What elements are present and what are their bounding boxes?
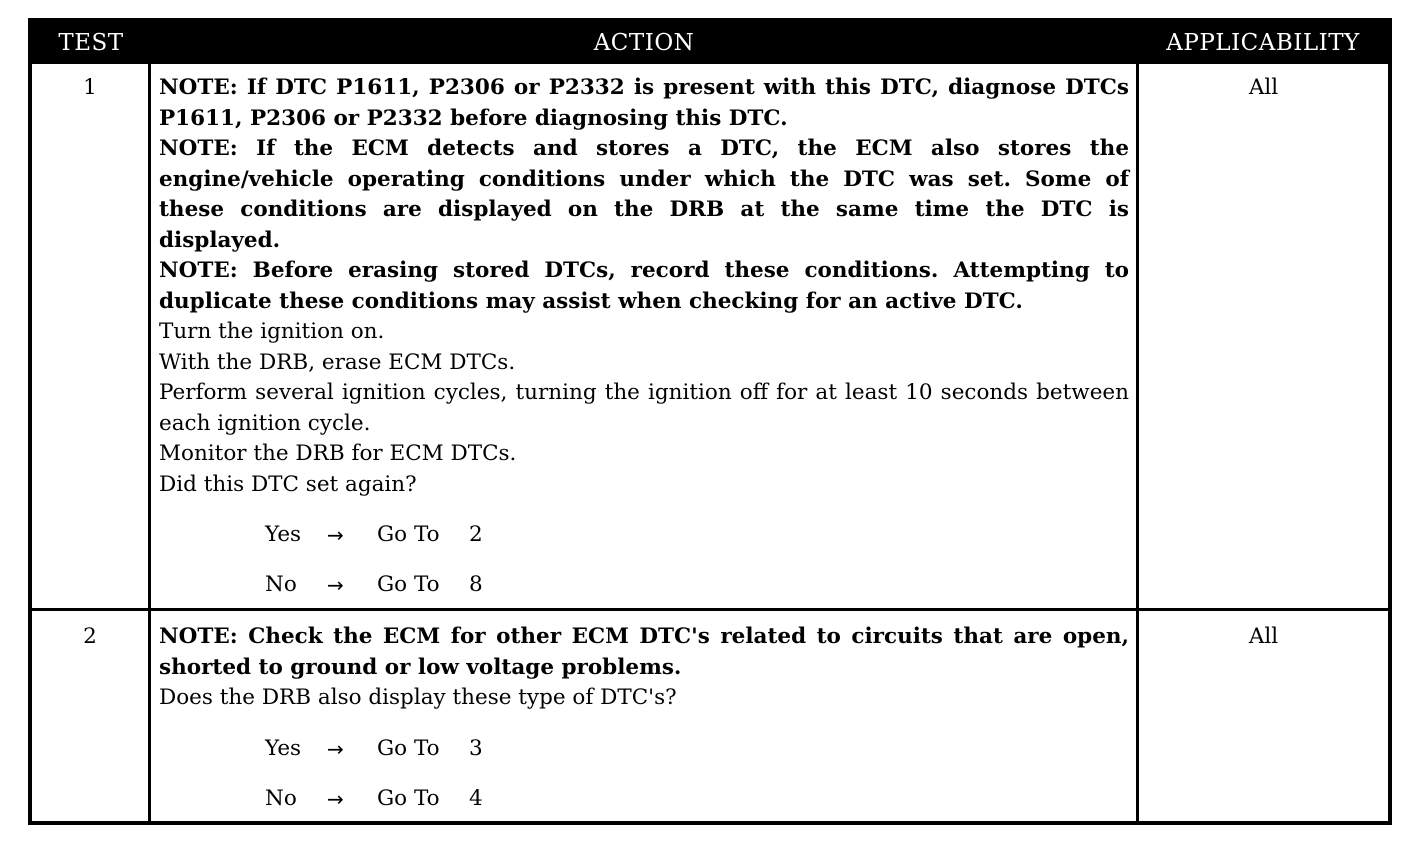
question-text: Did this DTC set again?	[159, 471, 417, 497]
header-test: TEST	[58, 30, 124, 56]
choice-yes	[159, 734, 1129, 784]
table-header	[32, 22, 1388, 64]
choice-yes	[159, 520, 1129, 570]
column-divider	[148, 64, 151, 825]
choice-answer: No	[265, 785, 297, 811]
test-number: 2	[83, 624, 97, 649]
note-text: NOTE: Before erasing stored DTCs, record these conditions. Attempting to duplicate these conditions may assist when checking for an active DTC.	[159, 258, 1129, 314]
header-applicability: APPLICABILITY	[1166, 30, 1360, 56]
diagnostic-table	[28, 18, 1392, 825]
answer-choices	[159, 734, 1129, 834]
choice-no	[159, 570, 1129, 620]
note-text: NOTE: If DTC P1611, P2306 or P2332 is present with this DTC, diagnose DTCs P1611, P2306 or P2332 before diagnosing this DTC.	[159, 75, 1129, 131]
goto-step-link[interactable]: 8	[469, 572, 483, 597]
step-text: Monitor the DRB for ECM DTCs.	[159, 441, 517, 466]
goto-step-link[interactable]: 2	[469, 522, 483, 547]
applicability-value: All	[1248, 624, 1279, 649]
choice-no	[159, 784, 1129, 834]
question-text: Does the DRB also display these type of DTC's?	[159, 685, 677, 710]
right-arrow-icon: →	[327, 523, 344, 547]
choice-answer: Yes	[265, 522, 302, 547]
right-arrow-icon: →	[327, 573, 344, 597]
goto-step-link[interactable]: 3	[469, 735, 483, 761]
note-text: NOTE: Check the ECM for other ECM DTC's related to circuits that are open, shorted to ground or low voltage problems.	[159, 624, 1129, 680]
note-text: NOTE: If the ECM detects and stores a DTC, the ECM also stores the engine/vehicle operating conditions under which the DTC was set. Some of these conditions are displayed on the DRB at the same time the DTC is displayed.	[159, 136, 1129, 253]
goto-label: Go To	[377, 572, 440, 597]
goto-step-link[interactable]: 4	[469, 785, 483, 811]
action-cell	[159, 73, 1129, 620]
applicability-value: All	[1248, 75, 1279, 100]
choice-answer: Yes	[265, 735, 302, 761]
goto-label: Go To	[377, 785, 440, 811]
step-text: Perform several ignition cycles, turning the ignition off for at least 10 seconds between each ignition cycle.	[159, 380, 1129, 436]
step-text: With the DRB, erase ECM DTCs.	[159, 349, 516, 375]
column-divider	[1136, 64, 1139, 825]
goto-label: Go To	[377, 522, 440, 547]
header-action: ACTION	[593, 30, 695, 56]
choice-answer: No	[265, 572, 297, 597]
right-arrow-icon: →	[327, 786, 344, 811]
step-text: Turn the ignition on.	[159, 319, 385, 344]
answer-choices	[159, 520, 1129, 620]
test-number: 1	[83, 75, 97, 100]
right-arrow-icon: →	[327, 736, 344, 761]
action-cell	[159, 622, 1129, 834]
goto-label: Go To	[377, 735, 440, 761]
